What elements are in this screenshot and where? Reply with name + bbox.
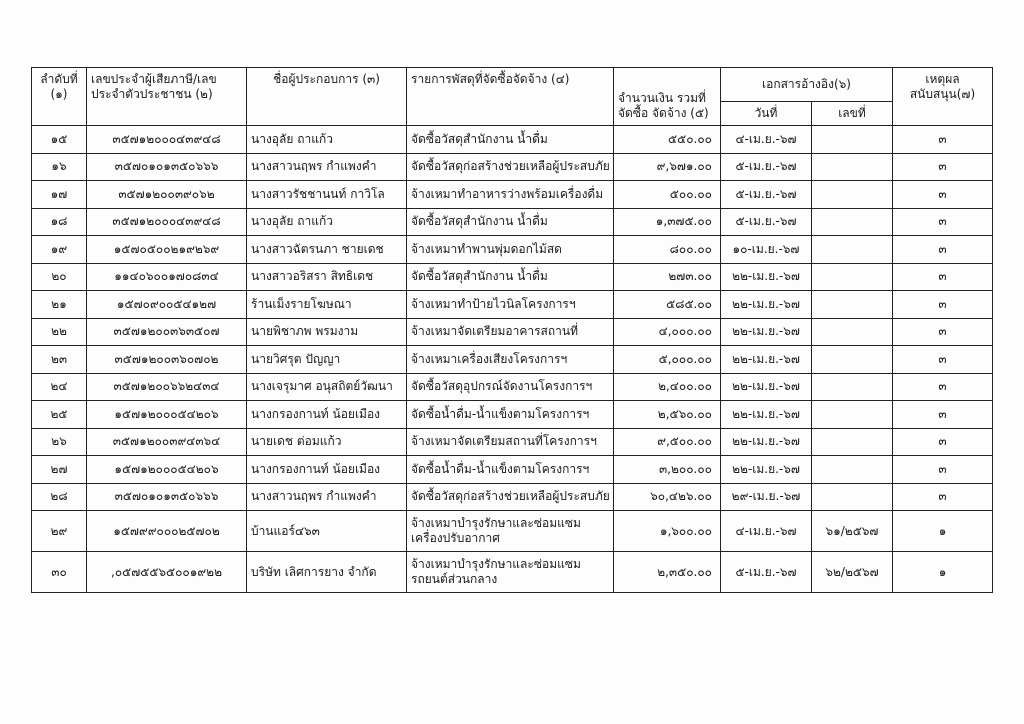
cell-item: จัดซื้อน้ำดื่ม-น้ำแข็งตามโครงการฯ xyxy=(407,456,614,484)
cell-ref-no xyxy=(812,236,893,264)
cell-amount: ๕๘๕.๐๐ xyxy=(614,291,721,319)
table-row xyxy=(32,552,993,593)
header-seq: ลำดับที่ (๑) xyxy=(32,68,87,126)
cell-reason: ๑ xyxy=(893,511,993,552)
header-ref-no: เลขที่ xyxy=(812,102,893,126)
table-row xyxy=(32,236,993,264)
cell-seq: ๓๐ xyxy=(32,552,87,593)
table-row xyxy=(32,318,993,346)
table-row xyxy=(32,346,993,374)
procurement-table xyxy=(31,67,993,593)
header-reason: เหตุผล สนับสนุน(๗) xyxy=(893,68,993,126)
cell-taxid: ๑๕๗๐๕๐๐๒๑๙๒๖๙ xyxy=(87,236,247,264)
table-row xyxy=(32,126,993,154)
cell-seq: ๒๙ xyxy=(32,511,87,552)
cell-ref-date: ๒๒-เม.ย.-๖๗ xyxy=(721,263,812,291)
cell-taxid: ๓๕๗๐๑๐๑๓๕๐๖๖๖ xyxy=(87,483,247,511)
cell-amount: ๔,๐๐๐.๐๐ xyxy=(614,318,721,346)
cell-ref-date: ๔-เม.ย.-๖๗ xyxy=(721,126,812,154)
cell-seq: ๑๘ xyxy=(32,208,87,236)
cell-item: จ้างเหมาทำป้ายไวนิลโครงการฯ xyxy=(407,291,614,319)
cell-taxid: ๑๕๗๑๒๐๐๐๕๔๒๐๖ xyxy=(87,401,247,429)
cell-ref-no xyxy=(812,483,893,511)
cell-taxid: ๓๕๗๑๒๐๐๖๖๒๔๓๔ xyxy=(87,373,247,401)
cell-amount: ๒,๓๕๐.๐๐ xyxy=(614,552,721,593)
cell-seq: ๑๙ xyxy=(32,236,87,264)
cell-reason: ๓ xyxy=(893,236,993,264)
cell-vendor: นางเจรุมาศ อนุสถิตย์วัฒนา xyxy=(247,373,407,401)
header-taxid: เลขประจำผู้เสียภาษี/เลข ประจำตัวประชาชน (๒) xyxy=(87,68,247,126)
cell-reason: ๓ xyxy=(893,291,993,319)
cell-amount: ๖๐,๔๒๖.๐๐ xyxy=(614,483,721,511)
cell-ref-no xyxy=(812,291,893,319)
table-row xyxy=(32,263,993,291)
cell-ref-no xyxy=(812,181,893,209)
cell-vendor: นางสาวฉัตรนภา ชายเดช xyxy=(247,236,407,264)
cell-vendor: นางกรองกานท์ น้อยเมือง xyxy=(247,401,407,429)
cell-taxid: ๓๕๗๑๒๐๐๓๙๔๓๖๔ xyxy=(87,428,247,456)
cell-ref-no xyxy=(812,126,893,154)
cell-reason: ๓ xyxy=(893,428,993,456)
cell-ref-no xyxy=(812,401,893,429)
cell-item: จ้างเหมาเครื่องเสียงโครงการฯ xyxy=(407,346,614,374)
table-row xyxy=(32,373,993,401)
cell-amount: ๒๗๓.๐๐ xyxy=(614,263,721,291)
cell-seq: ๒๔ xyxy=(32,373,87,401)
cell-reason: ๓ xyxy=(893,263,993,291)
cell-amount: ๒,๕๖๐.๐๐ xyxy=(614,401,721,429)
header-row-1 xyxy=(32,68,993,102)
cell-amount: ๕,๐๐๐.๐๐ xyxy=(614,346,721,374)
cell-taxid: ๓๕๗๑๒๐๐๓๙๐๖๒ xyxy=(87,181,247,209)
cell-taxid: ๑๕๗๙๙๐๐๐๒๕๗๐๒ xyxy=(87,511,247,552)
cell-ref-date: ๕-เม.ย.-๖๗ xyxy=(721,552,812,593)
header-vendor: ชื่อผู้ประกอบการ (๓) xyxy=(247,68,407,126)
cell-ref-date: ๒๒-เม.ย.-๖๗ xyxy=(721,428,812,456)
cell-reason: ๑ xyxy=(893,552,993,593)
cell-ref-no xyxy=(812,153,893,181)
cell-item-line2: รถยนต์ส่วนกลาง xyxy=(411,572,498,586)
cell-reason: ๓ xyxy=(893,181,993,209)
table-row xyxy=(32,483,993,511)
cell-ref-date: ๒๒-เม.ย.-๖๗ xyxy=(721,456,812,484)
cell-ref-no xyxy=(812,373,893,401)
cell-item xyxy=(407,511,614,552)
cell-item xyxy=(407,552,614,593)
cell-ref-date: ๕-เม.ย.-๖๗ xyxy=(721,181,812,209)
cell-reason: ๓ xyxy=(893,401,993,429)
cell-item: จัดซื้อวัสดุสำนักงาน น้ำดื่ม xyxy=(407,126,614,154)
table-row xyxy=(32,456,993,484)
cell-amount: ๓,๒๐๐.๐๐ xyxy=(614,456,721,484)
cell-seq: ๒๑ xyxy=(32,291,87,319)
cell-ref-date: ๕-เม.ย.-๖๗ xyxy=(721,208,812,236)
cell-reason: ๓ xyxy=(893,346,993,374)
cell-item-line1: จ้างเหมาบำรุงรักษาและซ่อมแซม xyxy=(411,516,581,530)
cell-reason: ๓ xyxy=(893,208,993,236)
cell-vendor: บ้านแอร์๔๖๓ xyxy=(247,511,407,552)
cell-item: จ้างเหมาทำอาหารว่างพร้อมเครื่องดื่ม xyxy=(407,181,614,209)
cell-taxid: ๑๕๗๑๒๐๐๐๕๔๒๐๖ xyxy=(87,456,247,484)
cell-item-line2: เครื่องปรับอากาศ xyxy=(411,531,500,545)
cell-vendor: นายเดช ต่อมแก้ว xyxy=(247,428,407,456)
cell-ref-no: ๖๒/๒๕๖๗ xyxy=(812,552,893,593)
cell-vendor: นายพิชาภพ พรมงาม xyxy=(247,318,407,346)
cell-seq: ๒๗ xyxy=(32,456,87,484)
table-row xyxy=(32,511,993,552)
cell-amount: ๒,๔๐๐.๐๐ xyxy=(614,373,721,401)
cell-seq: ๑๕ xyxy=(32,126,87,154)
cell-seq: ๒๓ xyxy=(32,346,87,374)
cell-seq: ๑๗ xyxy=(32,181,87,209)
cell-vendor: นางสาวนฤพร กำแพงคำ xyxy=(247,483,407,511)
cell-seq: ๒๒ xyxy=(32,318,87,346)
cell-ref-no xyxy=(812,346,893,374)
cell-reason: ๓ xyxy=(893,373,993,401)
table-row xyxy=(32,401,993,429)
cell-ref-date: ๒๒-เม.ย.-๖๗ xyxy=(721,401,812,429)
cell-vendor: นางสาวรัชชานนท์ กาวิโล xyxy=(247,181,407,209)
header-items: รายการพัสดุที่จัดซื้อจัดจ้าง (๔) xyxy=(407,68,614,126)
cell-vendor: นางสาวอริสรา สิทธิเดช xyxy=(247,263,407,291)
cell-ref-date: ๒๒-เม.ย.-๖๗ xyxy=(721,346,812,374)
cell-reason: ๓ xyxy=(893,456,993,484)
cell-vendor: นางสาวนฤพร กำแพงคำ xyxy=(247,153,407,181)
cell-item: จัดซื้อวัสดุอุปกรณ์จัดงานโครงการฯ xyxy=(407,373,614,401)
cell-amount: ๑,๓๗๕.๐๐ xyxy=(614,208,721,236)
cell-vendor: นางอุลัย ถาแก้ว xyxy=(247,126,407,154)
header-amount: จำนวนเงิน รวมที่ จัดซื้อ จัดจ้าง (๕) xyxy=(614,68,721,126)
cell-taxid: ๓๕๗๑๒๐๐๐๔๓๙๔๘ xyxy=(87,126,247,154)
cell-taxid: ๑๕๗๐๙๐๐๕๔๑๒๗ xyxy=(87,291,247,319)
cell-ref-date: ๔-เม.ย.-๖๗ xyxy=(721,511,812,552)
cell-item: จัดซื้อวัสดุก่อสร้างช่วยเหลือผู้ประสบภัย xyxy=(407,153,614,181)
cell-seq: ๒๐ xyxy=(32,263,87,291)
cell-ref-no xyxy=(812,208,893,236)
cell-reason: ๓ xyxy=(893,153,993,181)
cell-seq: ๑๖ xyxy=(32,153,87,181)
cell-taxid: ๓๕๗๑๒๐๐๓๖๓๕๐๗ xyxy=(87,318,247,346)
cell-ref-no xyxy=(812,456,893,484)
cell-vendor: นางกรองกานท์ น้อยเมือง xyxy=(247,456,407,484)
cell-item: จ้างเหมาจัดเตรียมสถานที่โครงการฯ xyxy=(407,428,614,456)
cell-amount: ๘๐๐.๐๐ xyxy=(614,236,721,264)
cell-ref-no xyxy=(812,263,893,291)
cell-item: จัดซื้อวัสดุสำนักงาน น้ำดื่ม xyxy=(407,263,614,291)
cell-item: จ้างเหมาจัดเตรียมอาคารสถานที่ xyxy=(407,318,614,346)
cell-taxid: ๑๑๔๐๖๐๐๑๗๐๘๓๔ xyxy=(87,263,247,291)
cell-amount: ๕๐๐.๐๐ xyxy=(614,181,721,209)
cell-item-line1: จ้างเหมาบำรุงรักษาและซ่อมแซม xyxy=(411,557,581,571)
table-row xyxy=(32,153,993,181)
cell-seq: ๒๖ xyxy=(32,428,87,456)
table-row xyxy=(32,428,993,456)
cell-reason: ๓ xyxy=(893,126,993,154)
cell-item: จัดซื้อน้ำดื่ม-น้ำแข็งตามโครงการฯ xyxy=(407,401,614,429)
cell-amount: ๙,๕๐๐.๐๐ xyxy=(614,428,721,456)
cell-taxid: ๓๕๗๐๑๐๑๓๕๐๖๖๖ xyxy=(87,153,247,181)
cell-item: จ้างเหมาทำพานพุ่มดอกไม้สด xyxy=(407,236,614,264)
cell-amount: ๙,๖๗๑.๐๐ xyxy=(614,153,721,181)
table-row xyxy=(32,291,993,319)
cell-amount: ๕๕๐.๐๐ xyxy=(614,126,721,154)
header-ref-date: วันที่ xyxy=(721,102,812,126)
cell-vendor: บริษัท เลิศการยาง จำกัด xyxy=(247,552,407,593)
cell-item: จัดซื้อวัสดุสำนักงาน น้ำดื่ม xyxy=(407,208,614,236)
cell-ref-no xyxy=(812,318,893,346)
cell-seq: ๒๘ xyxy=(32,483,87,511)
cell-seq: ๒๕ xyxy=(32,401,87,429)
cell-ref-date: ๒๒-เม.ย.-๖๗ xyxy=(721,318,812,346)
cell-reason: ๓ xyxy=(893,483,993,511)
cell-vendor: นายวิศรุต ปัญญา xyxy=(247,346,407,374)
cell-ref-date: ๒๒-เม.ย.-๖๗ xyxy=(721,373,812,401)
cell-reason: ๓ xyxy=(893,318,993,346)
cell-taxid: ,๐๕๗๕๕๖๕๐๐๑๙๒๒ xyxy=(87,552,247,593)
table-row xyxy=(32,181,993,209)
cell-vendor: นางอุลัย ถาแก้ว xyxy=(247,208,407,236)
cell-ref-date: ๒๙-เม.ย.-๖๗ xyxy=(721,483,812,511)
cell-ref-no: ๖๑/๒๕๖๗ xyxy=(812,511,893,552)
cell-ref-no xyxy=(812,428,893,456)
cell-ref-date: ๕-เม.ย.-๖๗ xyxy=(721,153,812,181)
table-row xyxy=(32,208,993,236)
header-reference: เอกสารอ้างอิง(๖) xyxy=(721,68,893,102)
cell-ref-date: ๑๐-เม.ย.-๖๗ xyxy=(721,236,812,264)
cell-vendor: ร้านเม็งรายโฆษณา xyxy=(247,291,407,319)
cell-taxid: ๓๕๗๑๒๐๐๐๔๓๙๔๘ xyxy=(87,208,247,236)
cell-ref-date: ๒๒-เม.ย.-๖๗ xyxy=(721,291,812,319)
cell-taxid: ๓๕๗๑๒๐๐๓๖๐๗๐๒ xyxy=(87,346,247,374)
cell-amount: ๑,๖๐๐.๐๐ xyxy=(614,511,721,552)
cell-item: จัดซื้อวัสดุก่อสร้างช่วยเหลือผู้ประสบภัย xyxy=(407,483,614,511)
